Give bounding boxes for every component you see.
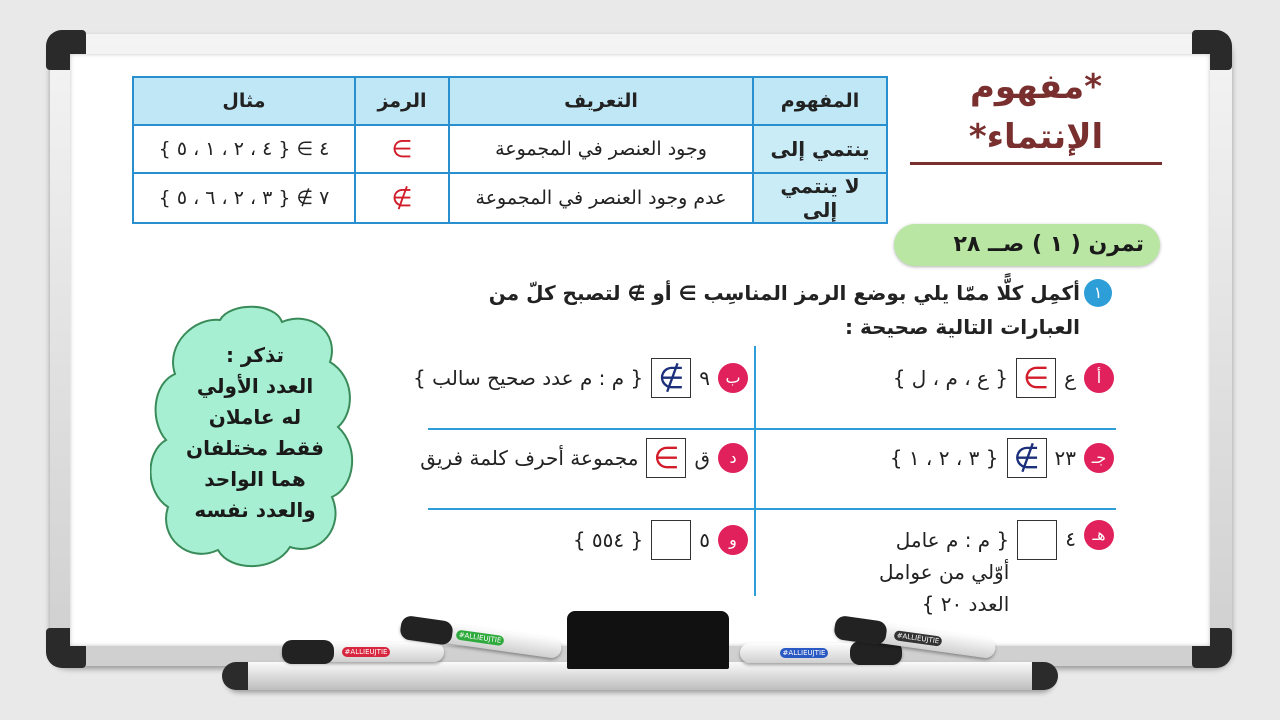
marker-label: #ALLIEUJTIE — [342, 647, 390, 657]
marker-cap — [282, 640, 334, 664]
definition-table — [132, 76, 888, 224]
concept-cell: لا ينتمي إلى — [753, 173, 887, 223]
item-lhs: ق — [694, 446, 710, 470]
definition-cell: وجود العنصر في المجموعة — [449, 125, 753, 173]
item-lhs: ٩ — [699, 366, 710, 390]
board-eraser[interactable] — [567, 611, 729, 669]
table-row — [133, 173, 887, 223]
answer-box[interactable] — [1017, 520, 1057, 560]
item-rhs: مجموعة أحرف كلمة فريق — [420, 446, 639, 470]
answer-box[interactable] — [651, 520, 691, 560]
item-lhs: ٢٣ — [1054, 446, 1076, 470]
item-letter-badge: هـ — [1084, 520, 1114, 550]
exercise-item-a — [893, 358, 1114, 398]
red-marker[interactable] — [282, 642, 444, 662]
item-lhs: ٥ — [699, 528, 710, 552]
item-letter-badge: و — [718, 525, 748, 555]
answer-box[interactable]: ∋ — [646, 438, 686, 478]
answer-box[interactable]: ∌ — [651, 358, 691, 398]
exercise-item-b — [413, 358, 748, 398]
exercise-item-c — [890, 438, 1114, 478]
reminder-line: هما الواحد — [204, 467, 306, 491]
reminder-line: فقط مختلفان — [186, 436, 324, 460]
reminder-line: تذكر : — [225, 343, 285, 367]
example-cell: ٤ ∋ { ٤ ، ٢ ، ١ ، ٥ } — [133, 125, 355, 173]
table-header-row — [133, 77, 887, 125]
grid-divider-vertical — [754, 346, 756, 596]
question-text: أكمِل كلًّا ممّا يلي بوضع الرمز المناسِب ∋ أو ∌ لتصبح كلّ من العبارات التالية صحيحة : — [488, 281, 1080, 339]
item-letter-badge: جـ — [1084, 443, 1114, 473]
header-concept: المفهوم — [753, 77, 887, 125]
item-lhs: ٤ — [1065, 527, 1076, 551]
page-title: *مفهوم الإنتماء* — [910, 62, 1162, 165]
exercise-item-f — [573, 520, 748, 560]
symbol-cell: ∋ — [355, 125, 449, 173]
item-rhs: { م : م عدد صحيح سالب } — [413, 366, 644, 390]
reminder-text — [175, 340, 335, 526]
item-letter-badge: أ — [1084, 363, 1114, 393]
table-row — [133, 125, 887, 173]
exercise-label: تمرن ( ١ ) صــ ٢٨ — [894, 224, 1160, 266]
grid-divider-horizontal — [428, 508, 1116, 510]
question-number-badge: ١ — [1084, 279, 1112, 307]
grid-divider-horizontal — [428, 428, 1116, 430]
tray-end-cap — [1032, 662, 1058, 690]
marker-label: #ALLIEUJTIE — [456, 630, 505, 647]
reminder-line: له عاملان — [208, 405, 302, 429]
item-lhs: ع — [1064, 366, 1076, 390]
tray-end-cap — [222, 662, 248, 690]
item-rhs: { ٣ ، ٢ ، ١ } — [889, 446, 999, 470]
blue-marker[interactable] — [740, 643, 902, 663]
exercise-item-e — [859, 520, 1114, 620]
answer-box[interactable]: ∋ — [1016, 358, 1056, 398]
exercise-item-d — [420, 438, 748, 478]
item-rhs: { م : م عامل أوّلي من عوامل العدد ٢٠ } — [878, 528, 1010, 616]
marker-label: #ALLIEUJTIE — [780, 648, 828, 658]
header-example: مثال — [133, 77, 355, 125]
reminder-line: والعدد نفسه — [194, 498, 316, 522]
symbol-cell: ∌ — [355, 173, 449, 223]
example-cell: ٧ ∌ { ٣ ، ٢ ، ٦ ، ٥ } — [133, 173, 355, 223]
header-symbol: الرمز — [355, 77, 449, 125]
item-rhs: { ع ، م ، ل } — [892, 366, 1009, 390]
item-rhs: { ٥٥٤ } — [572, 528, 644, 552]
item-letter-badge: ب — [718, 363, 748, 393]
definition-cell: عدم وجود العنصر في المجموعة — [449, 173, 753, 223]
header-definition: التعريف — [449, 77, 753, 125]
marker-label: #ALLIEUJTIE — [894, 630, 943, 647]
item-letter-badge: د — [718, 443, 748, 473]
reminder-line: العدد الأولي — [196, 374, 314, 398]
answer-box[interactable]: ∌ — [1007, 438, 1047, 478]
concept-cell: ينتمي إلى — [753, 125, 887, 173]
